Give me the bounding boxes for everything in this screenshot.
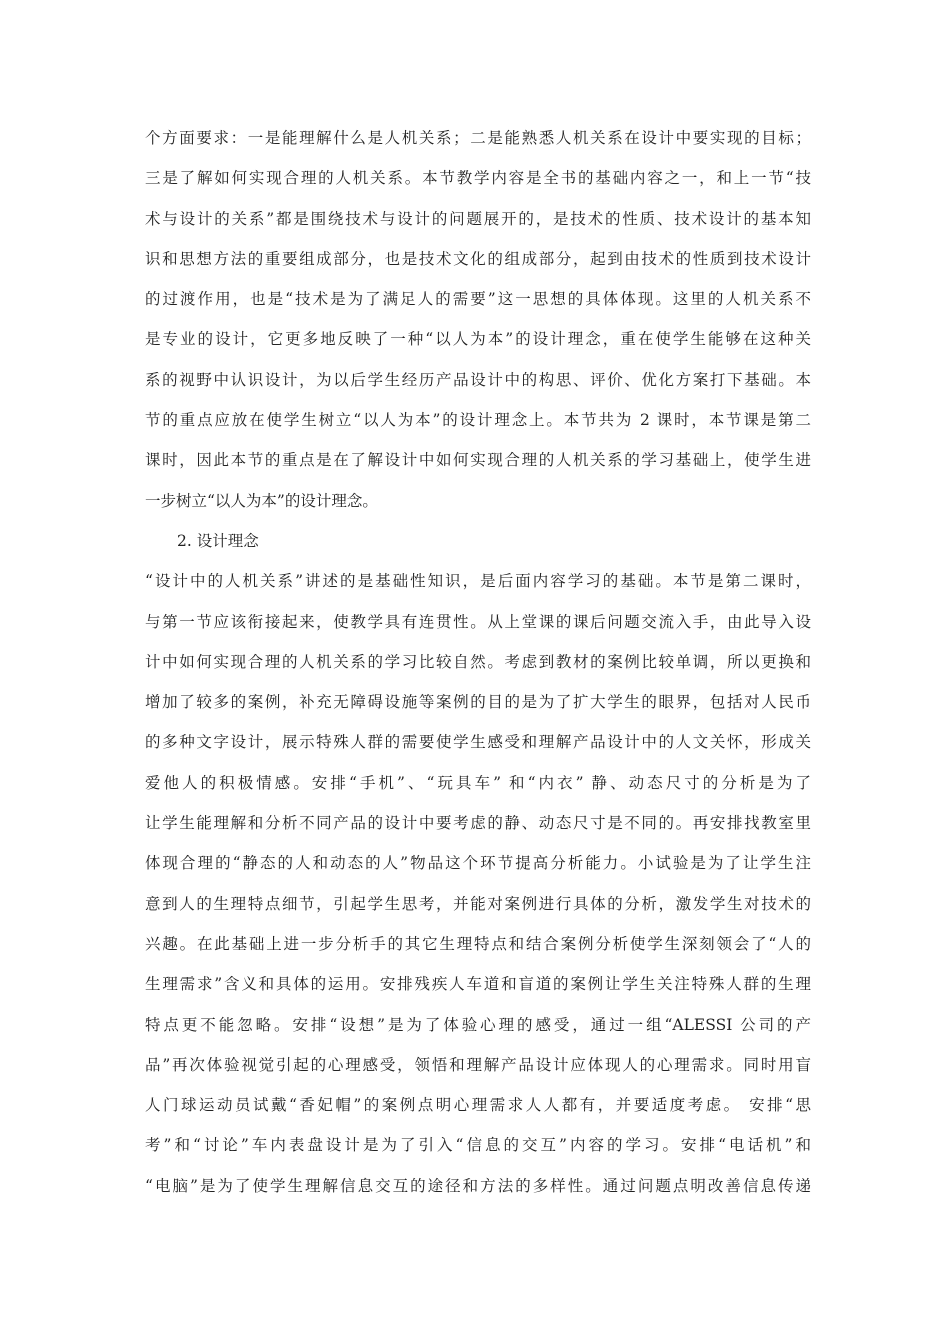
text-line: 特点更不能忽略。安排“设想”是为了体验心理的感受，通过一组“ALESSI 公司的产 [145, 1015, 811, 1034]
text-line: 让学生能理解和分析不同产品的设计中要考虑的静、动态尺寸是不同的。再安排找教室里 [145, 814, 811, 833]
text-line: 生理需求”含义和具体的运用。安排残疾人车道和盲道的案例让学生关注特殊人群的生理 [145, 975, 811, 994]
text-line: 个方面要求：一是能理解什么是人机关系；二是能熟悉人机关系在设计中要实现的目标； [145, 129, 811, 147]
text-line: 爱他人的积极情感。安排“手机”、“玩具车” 和“内衣” 静、动态尺寸的分析是为了 [145, 773, 811, 792]
text-line: 术与设计的关系”都是围绕技术与设计的问题展开的，是技术的性质、技术设计的基本知 [145, 209, 811, 228]
text-line: 识和思想方法的重要组成部分，也是技术文化的组成部分，起到由技术的性质到技术设计 [145, 249, 811, 268]
text-line: 人门球运动员试戴“香妃帽”的案例点明心理需求人人都有，并要适度考虑。 安排“思 [145, 1096, 811, 1115]
text-line: 体现合理的“静态的人和动态的人”物品这个环节提高分析能力。小试验是为了让学生注 [145, 854, 811, 873]
text-line: 考”和“讨论”车内表盘设计是为了引入“信息的交互”内容的学习。安排“电话机”和 [145, 1136, 811, 1155]
text-line: 是专业的设计，它更多地反映了一种“以人为本”的设计理念，重在使学生能够在这种关 [145, 330, 811, 349]
document-body [145, 118, 811, 1206]
text-line: 节的重点应放在使学生树立“以人为本”的设计理念上。本节共为 2 课时，本节课是第二 [145, 411, 811, 430]
paragraph-requirements [145, 118, 811, 521]
text-line: 计中如何实现合理的人机关系的学习比较自然。考虑到教材的案例比较单调，所以更换和 [145, 652, 811, 671]
text-line: “电脑”是为了使学生理解信息交互的途径和方法的多样性。通过问题点明改善信息传递 [145, 1176, 811, 1195]
text-line: 课时，因此本节的重点是在了解设计中如何实现合理的人机关系的学习基础上，使学生进 [145, 451, 811, 470]
text-line: 意到人的生理特点细节，引起学生思考，并能对案例进行具体的分析，激发学生对技术的 [145, 894, 811, 913]
text-line: 兴趣。在此基础上进一步分析手的其它生理特点和结合案例分析使学生深刻领会了“人的 [145, 934, 811, 953]
text-line: “设计中的人机关系”讲述的是基础性知识，是后面内容学习的基础。本节是第二课时， [145, 572, 811, 591]
text-line: 一步树立“以人为本”的设计理念。 [145, 491, 378, 510]
text-line: 的过渡作用，也是“技术是为了满足人的需要”这一思想的具体体现。这里的人机关系不 [145, 290, 811, 309]
section-heading: 2. 设计理念 [177, 531, 259, 550]
paragraph-design-concept [145, 561, 811, 1206]
text-line: 系的视野中认识设计，为以后学生经历产品设计中的构思、评价、优化方案打下基础。本 [145, 370, 811, 389]
text-line: 与第一节应该衔接起来，使教学具有连贯性。从上堂课的课后问题交流入手，由此导入设 [145, 612, 811, 631]
text-line: 三是了解如何实现合理的人机关系。本节教学内容是全书的基础内容之一，和上一节“技 [145, 169, 811, 188]
text-line: 品”再次体验视觉引起的心理感受，领悟和理解产品设计应体现人的心理需求。同时用盲 [145, 1055, 811, 1074]
text-line: 的多种文字设计，展示特殊人群的需要使学生感受和理解产品设计中的人文关怀，形成关 [145, 733, 811, 752]
text-line: 增加了较多的案例，补充无障碍设施等案例的目的是为了扩大学生的眼界，包括对人民币 [145, 693, 811, 712]
